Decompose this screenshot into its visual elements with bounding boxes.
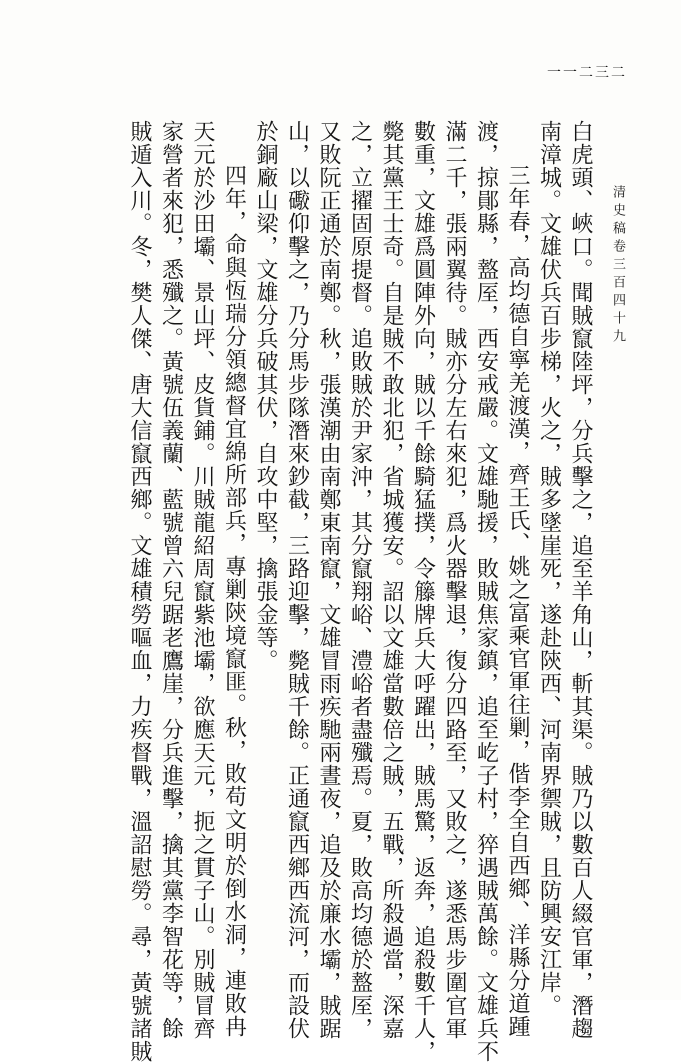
text-column: 山，以礮仰擊之，乃分馬步隊潛來鈔截，三路迎擊，斃賊千餘。正通竄西鄉西流河，而設伏 xyxy=(284,120,310,1040)
book-title: 清史稿卷三百四十九 xyxy=(610,185,625,347)
text-column: 四年，命與恆瑞分領總督宜綿所部兵，專剿陝境竄匪。秋，敗苟文明於倒水洞，連敗冉 xyxy=(221,164,247,1038)
text-column: 渡，掠鄖縣，盩厔，西安戒嚴。文雄馳援，敗賊焦家鎮，追至屹子村，猝遇賊萬餘。文雄兵不 xyxy=(473,120,499,1063)
text-column: 南漳城。文雄伏兵百步梯，火之，賊多墜崖死，遂赴陝西、河南界禦賊，且防興安江岸。 xyxy=(536,120,562,1017)
text-column: 滿二千，張兩翼待。賊亦分左右來犯，爲火器擊退，復分四路至，又敗之，遂悉馬步圍官軍 xyxy=(442,120,467,1040)
text-column: 賊遁入川。冬，樊人傑、唐大信竄西鄉。文雄積勞嘔血，力疾督戰，溫詔慰勞。尋，黃號諸賊 xyxy=(127,120,152,1063)
text-column: 三年春，高均德自寧羌渡漢，齊王氏、姚之富乘官軍往剿，偕李全自西鄉、洋縣分道踵 xyxy=(505,164,530,1038)
text-column: 家營者來犯，悉殲之。黃號伍義蘭、藍號曾六兒踞老鷹崖，分兵進擊，擒其黨李智花等，餘 xyxy=(158,120,184,1040)
text-column: 於銅廠山梁，文雄分兵破其伏，自攻中堅，擒張金等。 xyxy=(253,120,278,672)
body-text xyxy=(76,120,596,1063)
text-column: 白虎頭、峽口。聞賊竄陸坪，分兵擊之，追至羊角山，斬其渠。賊乃以數百人綴官軍，潛趨 xyxy=(568,120,593,1040)
text-column: 斃其黨王士奇。自是賊不敢北犯，省城獲安。詔以文雄當數倍之賊，五戰，所殺過當，深嘉 xyxy=(379,120,404,1040)
text-column: 之，立擢固原提督。追敗賊於尹家沖，其分竄翔峪、澧峪者盡殲焉。夏，敗高均德於盩厔， xyxy=(347,120,373,1040)
text-column: 又敗阮正通於南鄭。秋，張漢潮由南鄭東南竄，文雄冒雨疾馳兩晝夜，追及於廉水壩，賊踞 xyxy=(316,120,341,1040)
page-number: 一一二三二 xyxy=(547,65,627,81)
text-column: 天元於沙田壩、景山坪、皮貨鋪。川賊龍紹周竄紫池壩，欲應天元，扼之貫子山。別賊冒齊 xyxy=(190,120,215,1040)
text-column: 數重，文雄爲圓陣外向，賊以千餘騎猛撲，令籐牌兵大呼躍出，賊馬驚，返奔，追殺數千人， xyxy=(410,120,436,1063)
